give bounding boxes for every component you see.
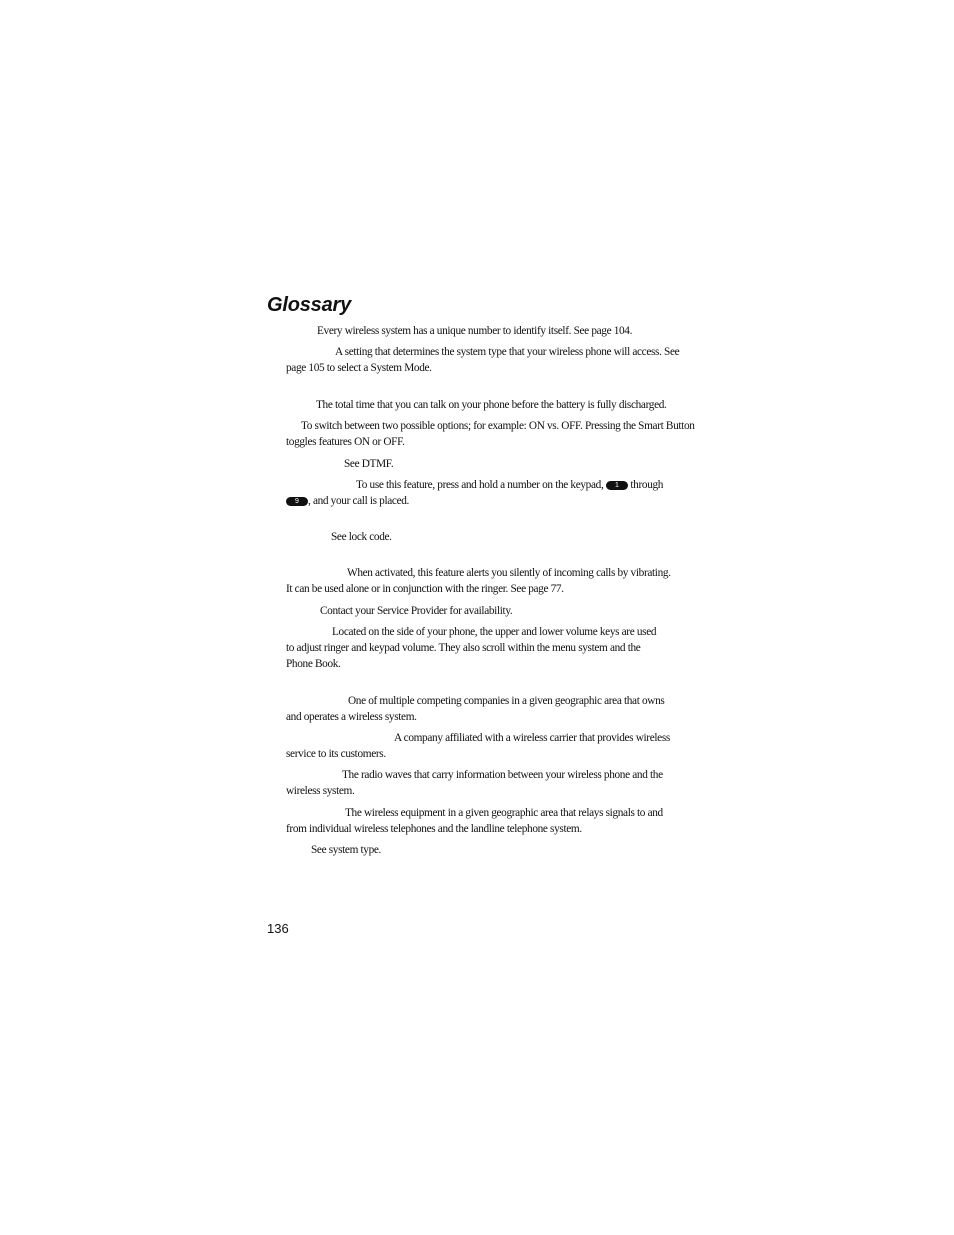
glossary-entry-vibrate: When activated, this feature alerts you silently of incoming calls by vibrating. It can be used alone or in conjunction with the ringer. See page 77. [286,567,671,595]
glossary-entry-voice-services: Contact your Service Provider for availability. [320,605,513,617]
glossary-entry-wireless-signal: The radio waves that carry information between your wireless phone and the wireless system. [286,769,663,797]
page-number: 136 [267,921,289,936]
glossary-entry-one-touch-dialing [286,477,662,509]
entry-text: To use this feature, press and hold a number on the keypad, [356,479,604,491]
glossary-entry-talk-time: The total time that you can talk on your phone before the battery is fully discharged. [316,399,667,411]
glossary-entry-service-provider: A company affiliated with a wireless carrier that provides wireless service to its customers. [286,732,670,760]
glossary-entry-system-mode: A setting that determines the system type that your wireless phone will access. See page 105 to select a System Mode. [286,346,680,374]
glossary-entry-wireless-carrier: One of multiple competing companies in a given geographic area that owns and operates a wireless system. [286,695,665,723]
key-1-icon: 1 [606,481,628,490]
glossary-entry-volume-keys: Located on the side of your phone, the upper and lower volume keys are used to adjust ringer and keypad volume. They also scroll within the menu system and the Phone Book. [286,626,657,670]
page-title: Glossary [267,294,352,316]
glossary-entry-wireless-system: The wireless equipment in a given geographic area that relays signals to and from individual wireless telephones and the landline telephone system. [286,807,663,835]
glossary-entry-sid: Every wireless system has a unique number to identify itself. See page 104. [317,325,633,337]
entry-text: through [630,479,664,491]
glossary-entry-touch-tone: See DTMF. [344,458,394,470]
glossary-entry-wireless-type: See system type. [311,844,382,856]
glossary-entry-unlock-code: See lock code. [331,531,392,543]
key-9-icon: 9 [286,497,308,506]
glossary-entry-toggle: To switch between two possible options; for example: ON vs. OFF. Pressing the Smart Button toggles features ON or OFF. [286,420,695,448]
entry-text: , and your call is placed. [308,495,410,507]
